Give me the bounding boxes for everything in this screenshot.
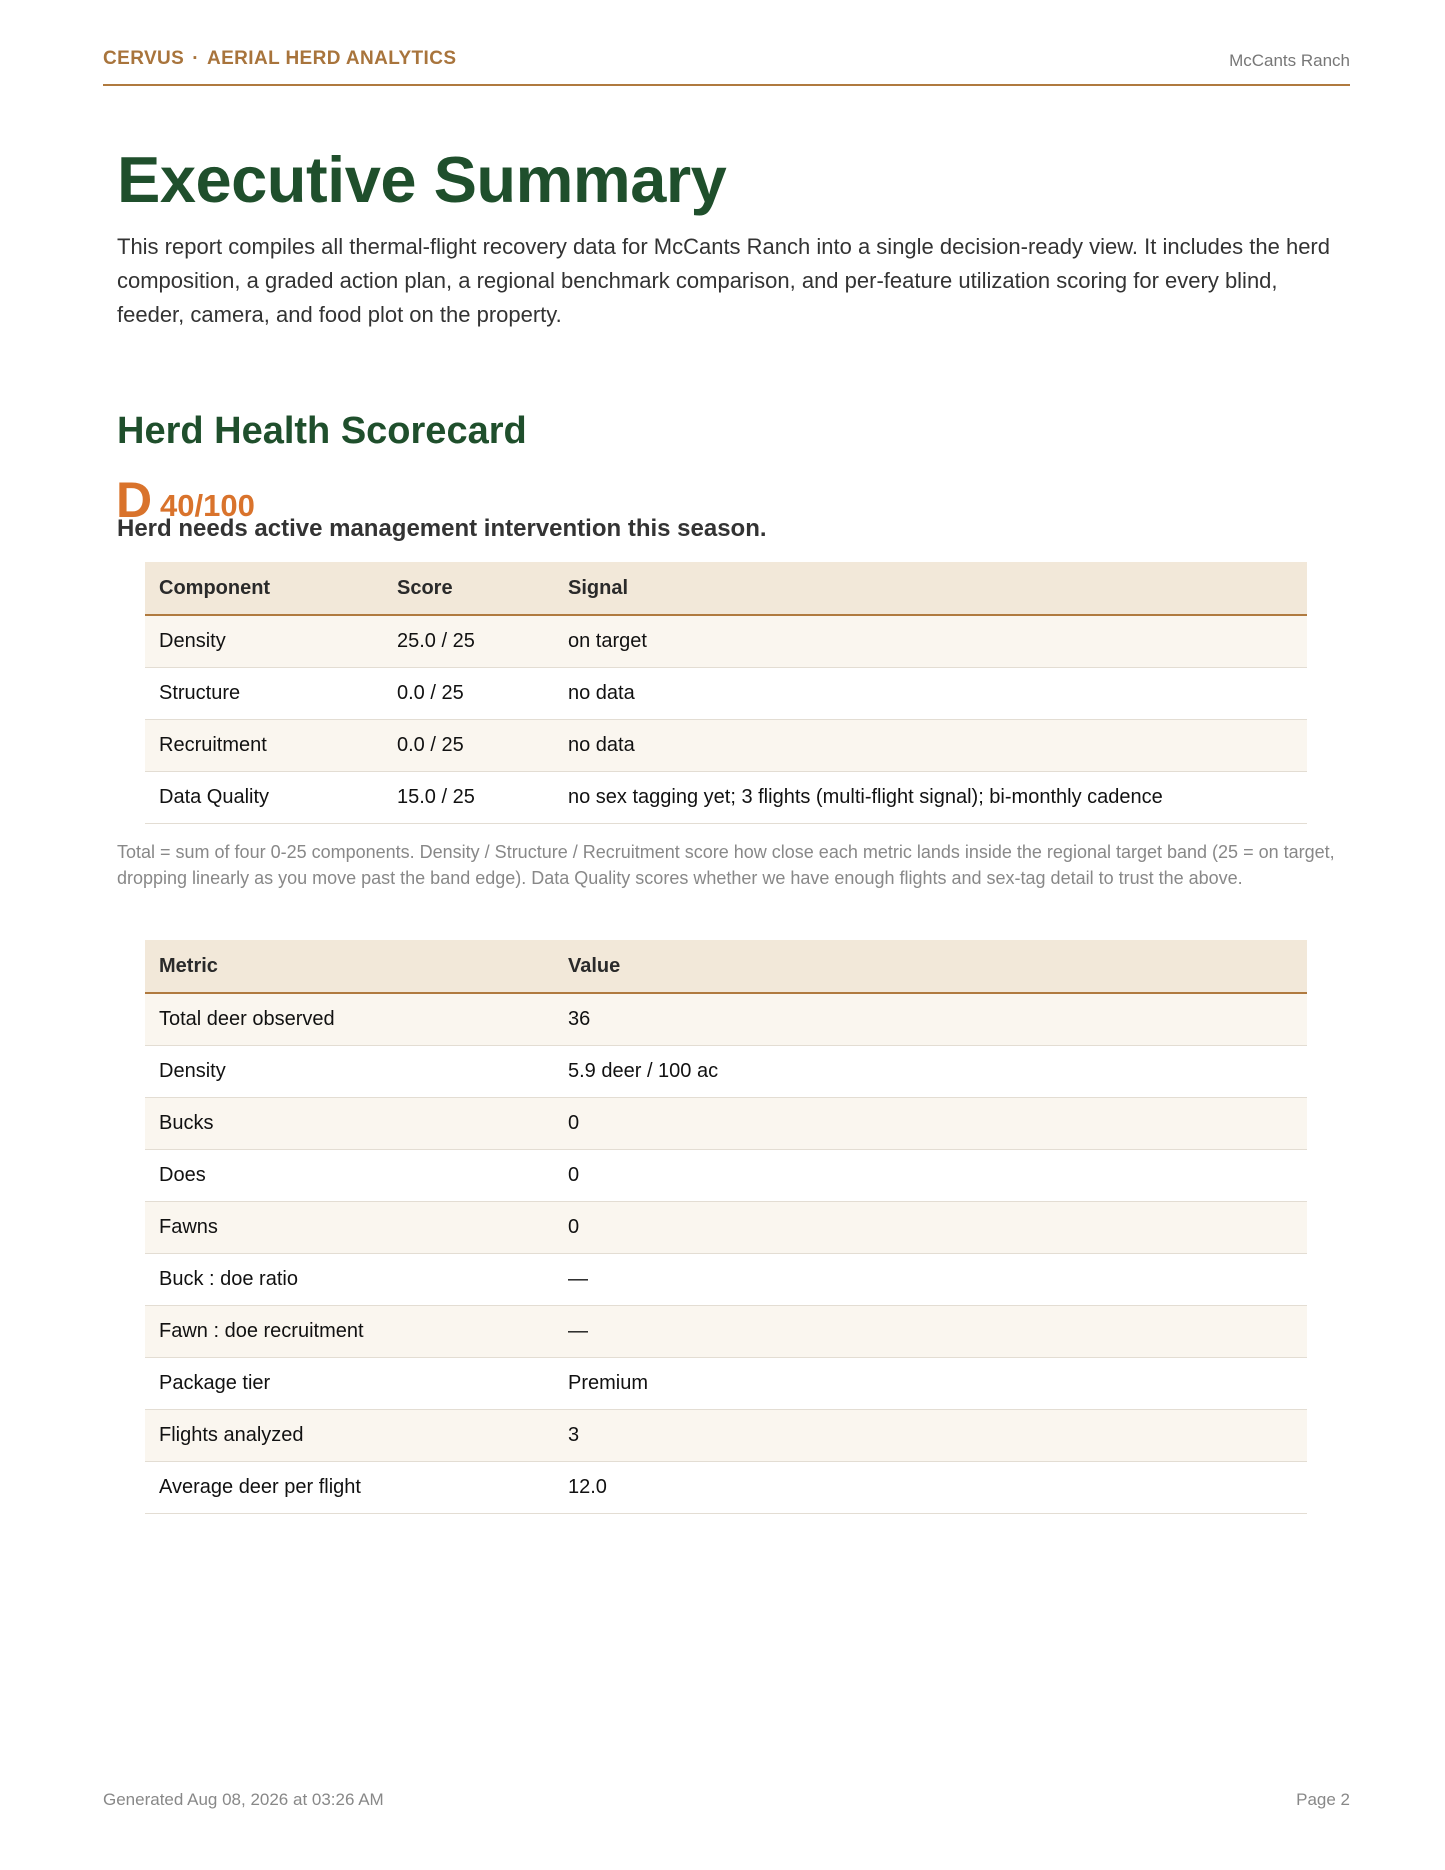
page-title: Executive Summary	[117, 143, 727, 216]
score-cell: 25.0 / 25	[383, 615, 554, 668]
table-row	[145, 772, 1307, 824]
table-row	[145, 1046, 1307, 1098]
table-row	[145, 1306, 1307, 1358]
score-cell: 15.0 / 25	[383, 772, 554, 824]
column-header: Signal	[554, 562, 1307, 615]
product-name: AERIAL HERD ANALYTICS	[206, 48, 457, 69]
brand-line	[103, 48, 456, 70]
table-row	[145, 1254, 1307, 1306]
metric-cell: Flights analyzed	[145, 1410, 554, 1462]
table-row	[145, 993, 1307, 1046]
table-row	[145, 1410, 1307, 1462]
signal-cell: on target	[554, 615, 1307, 668]
value-cell: Premium	[554, 1358, 1307, 1410]
table-row	[145, 1202, 1307, 1254]
table-row	[145, 1150, 1307, 1202]
value-cell: 0	[554, 1150, 1307, 1202]
score-table-header	[145, 562, 1307, 615]
score-cell: 0.0 / 25	[383, 668, 554, 720]
score-table	[145, 562, 1307, 824]
brand-separator: ·	[192, 48, 199, 69]
score-cell: 0.0 / 25	[383, 720, 554, 772]
table-row	[145, 615, 1307, 668]
scorecard-title: Herd Health Scorecard	[117, 410, 527, 452]
page-number: Page 2	[1296, 1790, 1350, 1809]
column-header: Value	[554, 940, 1307, 993]
metric-cell: Density	[145, 1046, 554, 1098]
component-cell: Structure	[145, 668, 383, 720]
metric-cell: Buck : doe ratio	[145, 1254, 554, 1306]
value-cell: —	[554, 1254, 1307, 1306]
value-cell: 12.0	[554, 1462, 1307, 1514]
table-row	[145, 720, 1307, 772]
value-cell: 5.9 deer / 100 ac	[554, 1046, 1307, 1098]
generated-timestamp: Generated Aug 08, 2026 at 03:26 AM	[103, 1790, 384, 1809]
metric-cell: Package tier	[145, 1358, 554, 1410]
metric-cell: Does	[145, 1150, 554, 1202]
grade-letter: D	[116, 472, 153, 528]
ranch-name: McCants Ranch	[1229, 51, 1350, 70]
metrics-table-header	[145, 940, 1307, 993]
component-cell: Recruitment	[145, 720, 383, 772]
metric-cell: Fawns	[145, 1202, 554, 1254]
signal-cell: no sex tagging yet; 3 flights (multi-flight signal); bi-monthly cadence	[554, 772, 1307, 824]
table-row	[145, 1462, 1307, 1514]
table-row	[145, 1358, 1307, 1410]
page-header	[103, 46, 1350, 86]
grade-score: 40/100	[160, 488, 255, 523]
signal-cell: no data	[554, 668, 1307, 720]
column-header: Component	[145, 562, 383, 615]
brand-name: CERVUS	[103, 48, 185, 69]
component-cell: Density	[145, 615, 383, 668]
column-header: Metric	[145, 940, 554, 993]
table-row	[145, 1098, 1307, 1150]
scorecard-note: Total = sum of four 0-25 components. Density / Structure / Recruitment score how close each metric lands inside the regional target band (25 = on target, dropping linearly as you move past the band edge). Data Quality scores whether we have enough flights and sex-tag detail to trust the above.	[117, 842, 1335, 888]
grade-verdict: Herd needs active management intervention this season.	[117, 515, 767, 542]
table-row	[145, 668, 1307, 720]
value-cell: 3	[554, 1410, 1307, 1462]
component-cell: Data Quality	[145, 772, 383, 824]
signal-cell: no data	[554, 720, 1307, 772]
metric-cell: Average deer per flight	[145, 1462, 554, 1514]
intro-paragraph: This report compiles all thermal-flight recovery data for McCants Ranch into a single decision-ready view. It includes the herd composition, a graded action plan, a regional benchmark comparison, and per-feature utilization scoring for every blind, feeder, camera, and food plot on the property.	[117, 234, 1330, 327]
value-cell: 0	[554, 1202, 1307, 1254]
value-cell: —	[554, 1306, 1307, 1358]
value-cell: 36	[554, 993, 1307, 1046]
metrics-table	[145, 940, 1307, 1514]
metric-cell: Fawn : doe recruitment	[145, 1306, 554, 1358]
column-header: Score	[383, 562, 554, 615]
metric-cell: Total deer observed	[145, 993, 554, 1046]
metric-cell: Bucks	[145, 1098, 554, 1150]
value-cell: 0	[554, 1098, 1307, 1150]
